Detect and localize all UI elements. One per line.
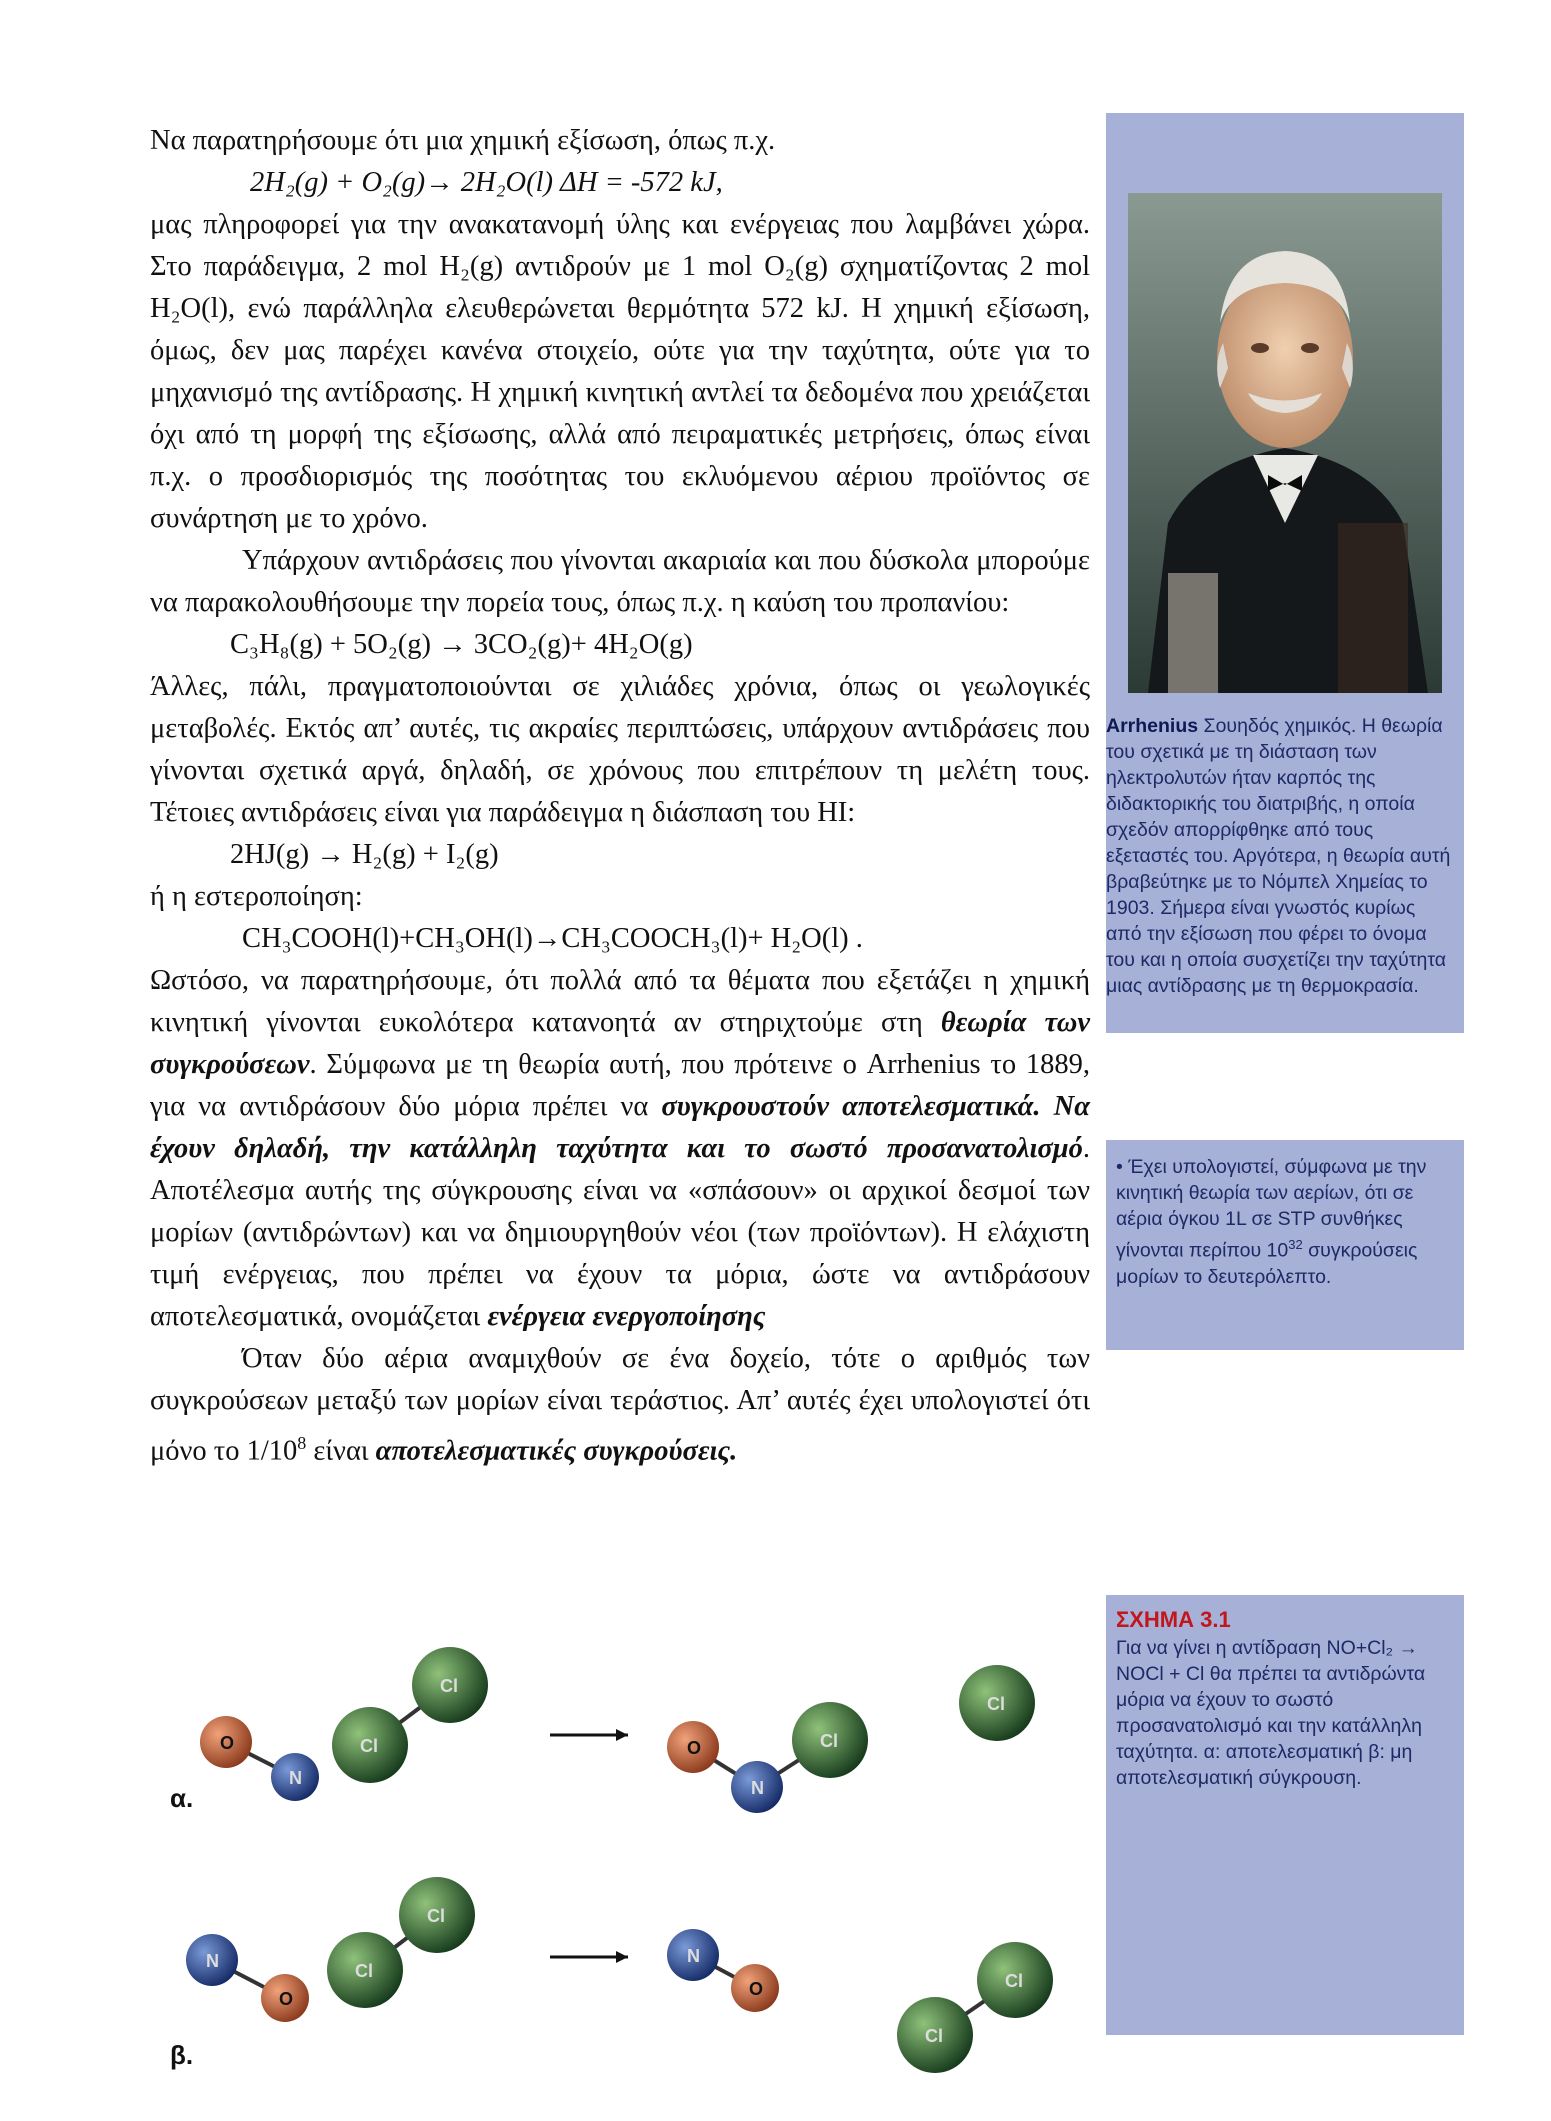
figure-title: ΣΧΗΜΑ 3.1 (1116, 1607, 1231, 1632)
svg-text:Cl: Cl (925, 2026, 943, 2046)
figure-caption-panel (1106, 1595, 1464, 2035)
term-effective-collision: συγκρουστούν αποτελεσματικά. Να έχουν δηλαδή, την κατάλληλη ταχύτητα και το σωστό προσανατολισμό (150, 1091, 1090, 1164)
arrhenius-caption: Arrhenius Σουηδός χημικός. Η θεωρία του σχετικά με τη διάσταση των ηλεκτρολυτών ήταν καρπός της διδακτορικής του διατριβής, η οποία σχεδόν απορρίφθηκε από τους εξεταστές του. Αργότερα, η θεωρία αυτή βραβεύτηκε με το Νόμπελ Χημείας το 1903. Σήμερα είναι γνωστός κυρίως από την εξίσωση που φέρει το όνομα του και η οποία συσχετίζει την ταχύτητα μιας αντίδρασης με τη θερμοκρασία. (1106, 715, 1451, 997)
equation-hi-decomposition: 2HJ(g) → H₂(g) + I₂(g) (230, 839, 499, 870)
term-collision-theory: θεωρία των συγκρούσεων (150, 1007, 1090, 1080)
svg-text:Cl: Cl (355, 1961, 373, 1981)
svg-text:Cl: Cl (820, 1731, 838, 1751)
paragraph-equation-info: μας πληροφορεί για την ανακατανομή ύλης και ενέργειας που λαμβάνει χώρα. Στο παράδειγμα, 2 mol H₂(g) αντιδρούν με 1 mol O₂(g) σχηματίζοντας 2 mol H₂O(l), ενώ παράλληλα ελευθερώνεται θερμότητα 572 kJ. Η χημική εξίσωση, όμως, δεν μας παρέχει κανένα στοιχείο, ούτε για την ταχύτητα, ούτε για το μηχανισμό της αντίδρασης. Η χημική κινητική αντλεί τα δεδομένα που χρειάζεται όχι από τη μορφή της εξίσωσης, αλλά από πειραματικές μετρήσεις, όπως είναι π.χ. ο προσδιορισμός της ποσότητας του εκλυόμενου αέριου προϊόντος σε συνάρτηση με το χρόνο. (150, 209, 1090, 534)
collision-note: • Έχει υπολογιστεί, σύμφωνα με την κινητική θεωρία των αερίων, ότι σε αέρια όγκου 1L σε STP συνθήκες γίνονται περίπου $10^{32}$ συγκρούσεις μορίων το δευτερόλεπτο. (1116, 1156, 1427, 1288)
svg-text:Cl: Cl (1005, 1971, 1023, 1991)
arrhenius-portrait (1128, 193, 1442, 693)
svg-text:O: O (220, 1733, 235, 1753)
svg-text:O: O (749, 1979, 764, 1999)
paragraph-instant-reactions: Υπάρχουν αντιδράσεις που γίνονται ακαριαία και που δύσκολα μπορούμε να παρακολουθήσουμε την πορεία τους, όπως π.χ. η καύση του προπανίου: (150, 545, 1090, 618)
paragraph-slow-reactions: Άλλες, πάλι, πραγματοποιούνται σε χιλιάδες χρόνια, όπως οι γεωλογικές μεταβολές. Εκτός απ’ αυτές, τις ακραίες περιπτώσεις, υπάρχουν αντιδράσεις που γίνονται σχετικά αργά, δηλαδή, σε χρόνους που επιτρέπουν τη μελέτη τους. Τέτοιες αντιδράσεις είναι για παράδειγμα η διάσπαση του HI: (150, 671, 1090, 828)
figure-caption: Για να γίνει η αντίδραση NO+Cl₂ → NOCl + Cl θα πρέπει τα αντιδρώντα μόρια να έχουν το σωστό προσανατολισμό και την κατάλληλη ταχύτητα. α: αποτελεσματική β: μη αποτελεσματική σύγκρουση. (1116, 1637, 1426, 1789)
svg-text:N: N (289, 1768, 302, 1788)
label-b: β. (170, 2040, 194, 2070)
svg-text:Cl: Cl (427, 1906, 445, 1926)
paragraph-collision-fraction: Όταν δύο αέρια αναμιχθούν σε ένα δοχείο, τότε ο αριθμός των συγκρούσεων μεταξύ των μορίων είναι τεράστιος. Απ’ αυτές έχει υπολογιστεί ότι μόνο το $1/10^8$ είναι αποτελεσματικές συγκρούσεις. (150, 1343, 1090, 1467)
collision-diagram (150, 1595, 1090, 2095)
label-a: α. (170, 1783, 194, 1813)
arrhenius-panel (1106, 113, 1464, 1033)
svg-text:N: N (751, 1778, 764, 1798)
svg-text:N: N (687, 1946, 700, 1966)
main-text (150, 120, 1090, 1473)
svg-text:Cl: Cl (440, 1676, 458, 1696)
svg-text:O: O (279, 1989, 294, 2009)
equation-propane-combustion: C₃H₈(g) + 5O₂(g) → 3CO₂(g)+ 4H₂O(g) (230, 629, 693, 660)
term-effective-collisions: αποτελεσματικές συγκρούσεις. (375, 1435, 738, 1467)
collision-note-panel (1106, 1140, 1464, 1350)
equation-esterification: CH₃COOH(l)+CH₃OH(l)→CH₃COOCH₃(l)+ H₂O(l) . (242, 923, 863, 954)
paragraph-intro: Να παρατηρήσουμε ότι μια χημική εξίσωση, όπως π.χ. (150, 125, 776, 156)
caption-name: Arrhenius (1106, 715, 1199, 737)
svg-text:N: N (206, 1951, 219, 1971)
paragraph-collision-theory: Ωστόσο, να παρατηρήσουμε, ότι πολλά από τα θέματα που εξετάζει η χημική κινητική γίνονται ευκολότερα κατανοητά αν στηριχτούμε στη θεωρία των συγκρούσεων. Σύμφωνα με τη θεωρία αυτή, που πρότεινε ο Arrhenius το 1889, για να αντιδράσουν δύο μόρια πρέπει να συγκρουστούν αποτελεσματικά. Να έχουν δηλαδή, την κατάλληλη ταχύτητα και το σωστό προσανατολισμό. Αποτέλεσμα αυτής της σύγκρουσης είναι να «σπάσουν» οι αρχικοί δεσμοί των μορίων (αντιδρώντων) και να δημιουργηθούν νέοι (των προϊόντων). Η ελάχιστη τιμή ενέργειας, που πρέπει να έχουν τα μόρια, ώστε να αντιδράσουν αποτελεσματικά, ονομάζεται ενέργεια ενεργοποίησης (150, 965, 1090, 1332)
svg-text:O: O (687, 1738, 702, 1758)
collision-figure (150, 1595, 1090, 2095)
svg-text:Cl: Cl (987, 1694, 1005, 1714)
term-activation-energy: ενέργεια ενεργοποίησης (487, 1301, 766, 1332)
equation-water-formation: 2H₂(g) + O₂(g)→ 2H₂O(l) ΔH = -572 kJ, (250, 167, 723, 198)
paragraph-esterification-intro: ή η εστεροποίηση: (150, 881, 363, 912)
svg-text:Cl: Cl (360, 1736, 378, 1756)
